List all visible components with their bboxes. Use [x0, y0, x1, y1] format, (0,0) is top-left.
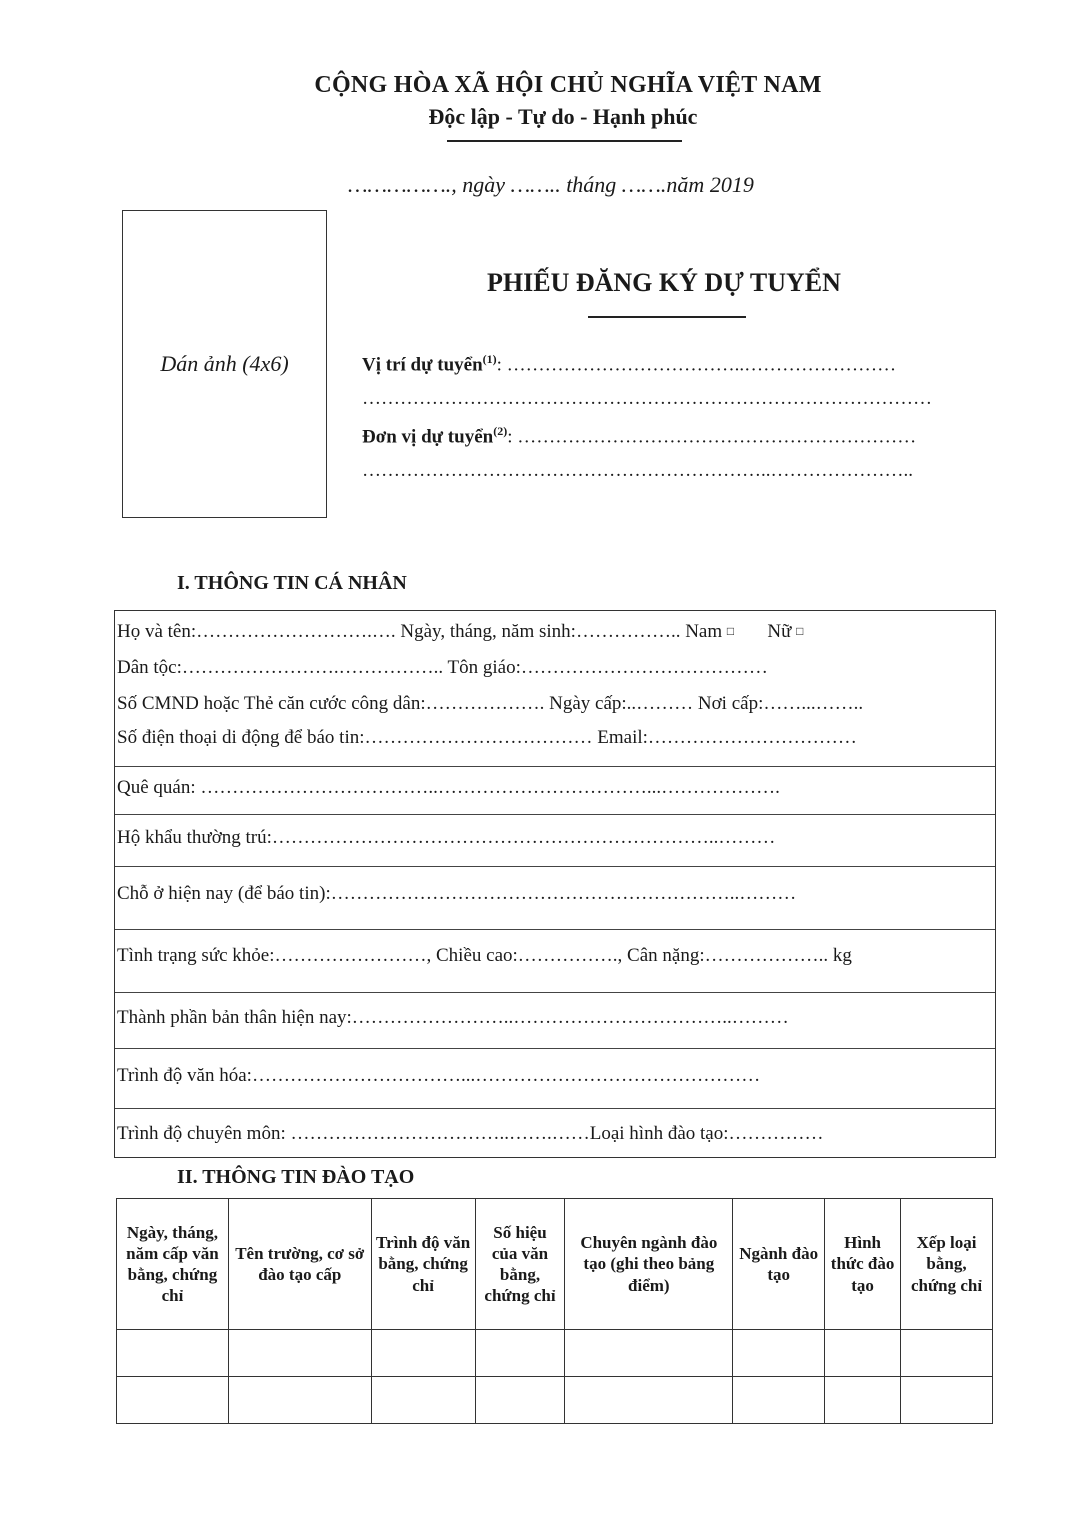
name-birth-text: Họ và tên:……………………….…. Ngày, tháng, năm sinh:…………….. Nam: [117, 621, 723, 642]
name-row[interactable]: [115, 621, 997, 643]
form-title: PHIẾU ĐĂNG KÝ DỰ TUYỂN: [487, 268, 841, 297]
phone-email-row[interactable]: Số điện thoại di động để báo tin:……………………………… Email:……………………………: [117, 727, 857, 748]
table-cell[interactable]: [371, 1330, 475, 1377]
row-divider: [115, 866, 995, 867]
table-row: [117, 1377, 993, 1424]
current-address-row[interactable]: Chỗ ở hiện nay (để báo tin):………………………………………………………..………: [117, 883, 797, 904]
id-card-row[interactable]: Số CMND hoặc Thẻ căn cước công dân:………………. Ngày cấp:..……… Nơi cấp:……...……..: [117, 693, 864, 714]
unit-field[interactable]: [362, 424, 916, 448]
col-issue-date: Ngày, tháng, năm cấp văn bằng, chứng chỉ: [117, 1199, 229, 1330]
row-divider: [115, 929, 995, 930]
col-certificate-number: Số hiệu của văn bằng, chứng chỉ: [475, 1199, 565, 1330]
row-divider: [115, 1048, 995, 1049]
table-cell[interactable]: [228, 1330, 371, 1377]
col-field: Ngành đào tạo: [733, 1199, 825, 1330]
table-cell[interactable]: [228, 1377, 371, 1424]
ethnic-row[interactable]: Dân tộc:…………………….…………….. Tôn giáo:…………………………………: [117, 657, 768, 678]
table-cell[interactable]: [117, 1330, 229, 1377]
table-cell[interactable]: [565, 1330, 733, 1377]
table-cell[interactable]: [901, 1377, 993, 1424]
motto: Độc lập - Tự do - Hạnh phúc: [428, 104, 698, 129]
female-label: Nữ: [767, 621, 792, 642]
table-cell[interactable]: [475, 1377, 565, 1424]
table-cell[interactable]: [371, 1377, 475, 1424]
date-line: ……………., ngày …….. tháng …….năm 2019: [348, 172, 754, 197]
female-checkbox[interactable]: □: [796, 624, 804, 638]
table-header-row: [117, 1199, 993, 1330]
section-personal-heading: I. THÔNG TIN CÁ NHÂN: [177, 572, 407, 594]
position-field-line2[interactable]: ………………………………………………………………………………: [362, 388, 932, 409]
unit-field-line2[interactable]: ………………………………………………………..…………………..: [362, 460, 913, 481]
unit-dots: : ………………………………………………………: [507, 426, 917, 448]
col-training-form: Hình thức đào tạo: [825, 1199, 901, 1330]
col-ranking: Xếp loại bằng, chứng chỉ: [901, 1199, 993, 1330]
col-specialization: Chuyên ngành đào tạo (ghi theo bảng điểm): [565, 1199, 733, 1330]
position-footnote: (1): [482, 352, 497, 366]
unit-label: Đơn vị dự tuyển: [362, 426, 494, 448]
table-cell[interactable]: [733, 1330, 825, 1377]
status-row[interactable]: Thành phần bản thân hiện nay:……………………..……………………………..………: [117, 1007, 789, 1028]
row-divider: [115, 992, 995, 993]
title-divider: [588, 316, 746, 318]
table-cell[interactable]: [825, 1330, 901, 1377]
photo-label: Dán ảnh (4x6): [160, 351, 289, 376]
personal-info-box: [114, 610, 996, 1158]
row-divider: [115, 814, 995, 815]
health-row[interactable]: Tình trạng sức khỏe:……………………, Chiều cao:……………., Cân nặng:……………….. kg: [117, 945, 852, 966]
unit-footnote: (2): [493, 424, 508, 438]
training-table: [116, 1198, 993, 1424]
male-checkbox[interactable]: □: [726, 624, 735, 638]
position-label: Vị trí dự tuyển: [362, 354, 483, 376]
position-field[interactable]: [362, 352, 896, 376]
professional-row[interactable]: Trình độ chuyên môn: ……………………………..…….……Loại hình đào tạo:……………: [117, 1123, 824, 1144]
table-row: [117, 1330, 993, 1377]
table-cell[interactable]: [825, 1377, 901, 1424]
table-cell[interactable]: [565, 1377, 733, 1424]
hometown-row[interactable]: Quê quán: ………………………………..……………………………...……………….: [117, 777, 780, 798]
row-divider: [115, 766, 995, 767]
col-degree-level: Trình độ văn bằng, chứng chỉ: [371, 1199, 475, 1330]
education-row[interactable]: Trình độ văn hóa:……………………………...………………………………………: [117, 1065, 761, 1086]
table-cell[interactable]: [475, 1330, 565, 1377]
row-divider: [115, 1108, 995, 1109]
table-cell[interactable]: [733, 1377, 825, 1424]
col-school: Tên trường, cơ sở đào tạo cấp: [228, 1199, 371, 1330]
position-dots: : ………………………………..……………………: [496, 354, 897, 376]
header-divider: [447, 140, 682, 142]
country-title: CỘNG HÒA XÃ HỘI CHỦ NGHĨA VIỆT NAM: [314, 72, 822, 98]
table-cell[interactable]: [117, 1377, 229, 1424]
section-training-heading: II. THÔNG TIN ĐÀO TẠO: [177, 1166, 415, 1188]
table-cell[interactable]: [901, 1330, 993, 1377]
residence-row[interactable]: Hộ khẩu thường trú:……………………………………………………………..………: [117, 827, 776, 848]
photo-placeholder: [122, 210, 327, 518]
